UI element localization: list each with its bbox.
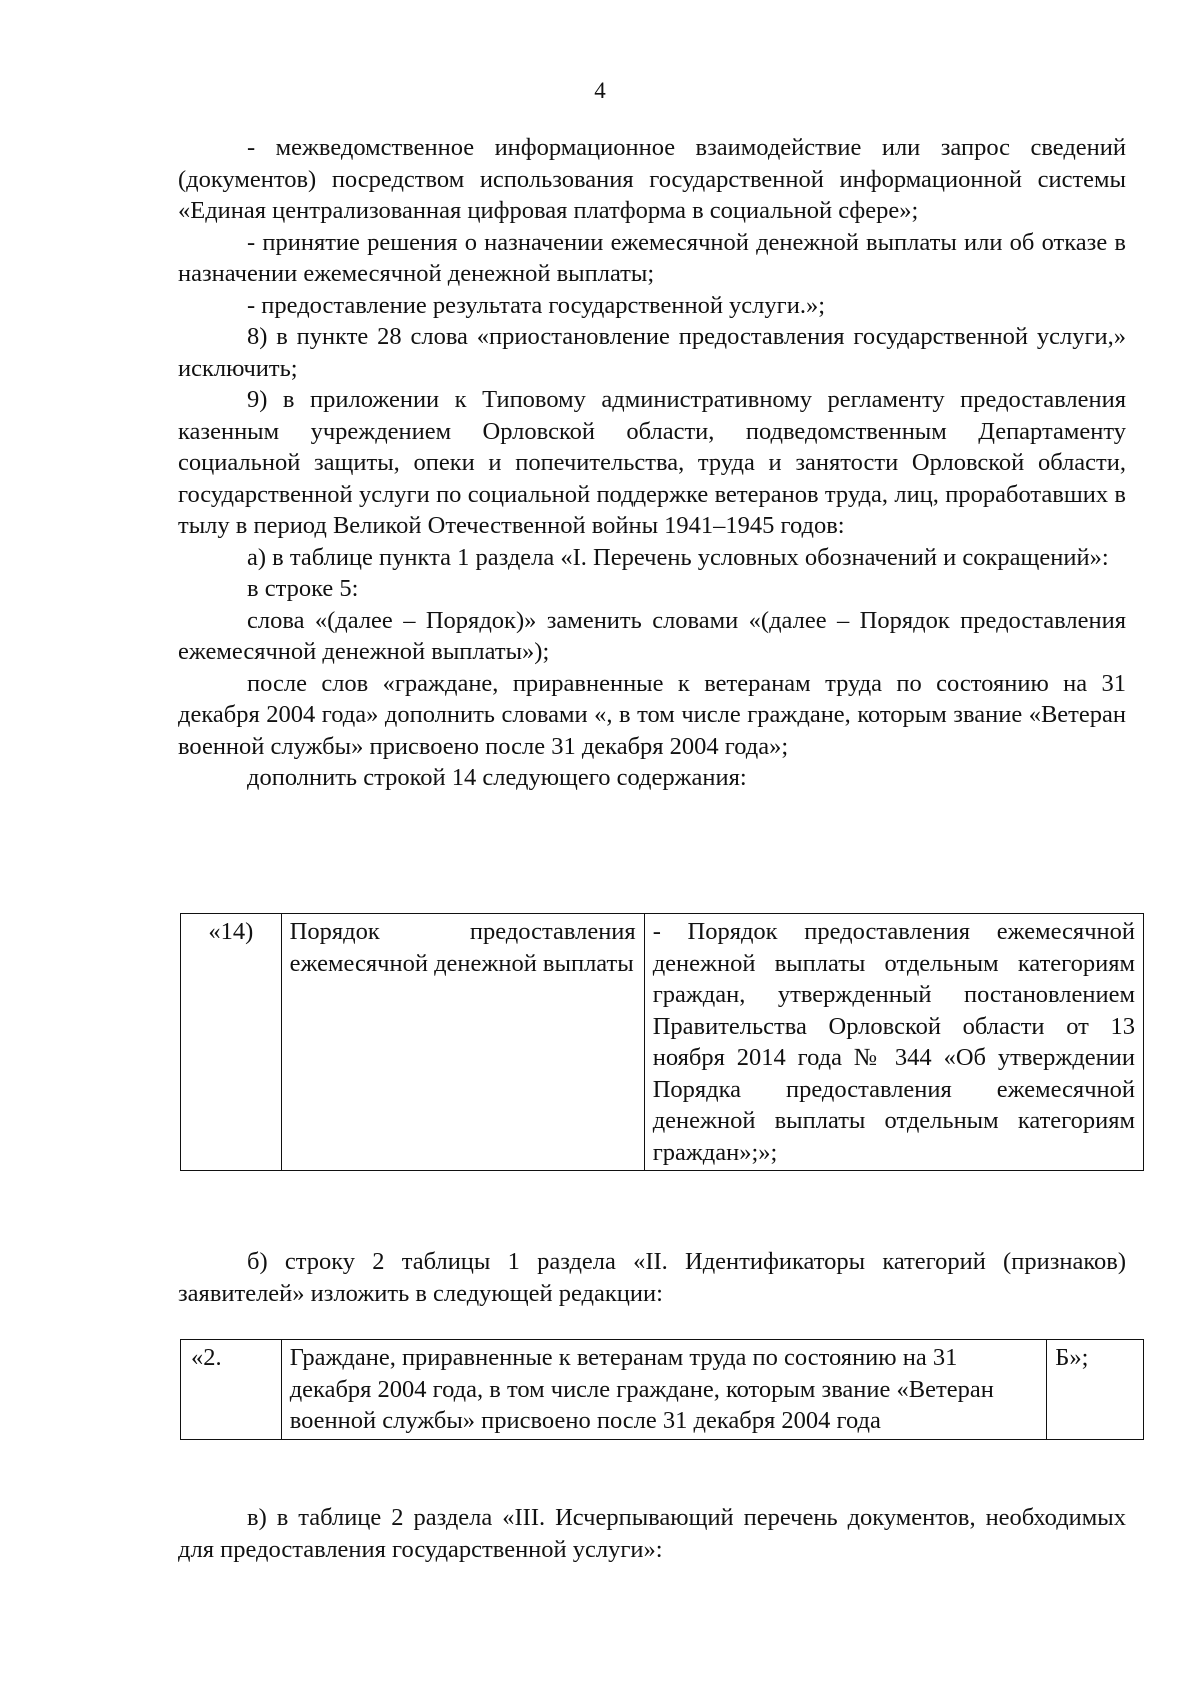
definition-cell: - Порядок предоставления ежемесячной денежной выплаты отдельным категориям граждан, утвержденный постановлением Правительства Орловской области от 13 ноября 2014 года № 344 «Об утверждении Порядка предоставления ежемесячной денежной выплаты отдельным категориям граждан»;»; [644, 914, 1143, 1171]
paragraph: 8) в пункте 28 слова «приостановление предоставления государственной услуги,» исключить; [178, 323, 1126, 382]
text-block-3 [178, 1502, 1126, 1565]
paragraph: 9) в приложении к Типовому административному регламенту предоставления казенным учреждением Орловской области, подведомственным Департаменту социальной защиты, опеки и попечительства, труда и занятости Орловской области, государственной услуги по социальной поддержке ветеранов труда, лиц, проработавших в тылу в период Великой Отечественной войны 1941–1945 годов: [178, 386, 1126, 539]
text-block-1 [178, 132, 1126, 794]
table-row [181, 914, 1144, 1171]
paragraph: в) в таблице 2 раздела «III. Исчерпывающий перечень документов, необходимых для предоставления государственной услуги»: [178, 1504, 1126, 1563]
paragraph: а) в таблице пункта 1 раздела «I. Перечень условных обозначений и сокращений»: [247, 543, 1109, 571]
row-number-cell: «14) [181, 914, 282, 1171]
definitions-table [180, 913, 1144, 1171]
text-block-2 [178, 1246, 1126, 1309]
applicant-categories-table [180, 1339, 1144, 1440]
category-description-cell: Граждане, приравненные к ветеранам труда по состоянию на 31 декабря 2004 года, в том числе граждане, которым звание «Ветеран военной службы» присвоено после 31 декабря 2004 года [281, 1340, 1047, 1440]
paragraph: б) строку 2 таблицы 1 раздела «II. Идентификаторы категорий (признаков) заявителей» изложить в следующей редакции: [178, 1248, 1126, 1307]
paragraph: - межведомственное информационное взаимодействие или запрос сведений (документов) посредством использования государственной информационной системы «Единая централизованная цифровая платформа в социальной сфере»; [178, 134, 1126, 224]
paragraph: - предоставление результата государственной услуги.»; [247, 291, 825, 319]
table-row [181, 1340, 1144, 1440]
row-number-cell: «2. [181, 1340, 282, 1440]
paragraph: дополнить строкой 14 следующего содержания: [247, 764, 747, 791]
page-number: 4 [594, 78, 606, 103]
term-cell: Порядок предоставления ежемесячной денежной выплаты [281, 914, 644, 1171]
category-code-cell: Б»; [1047, 1340, 1144, 1440]
paragraph: в строке 5: [247, 575, 359, 602]
paragraph: после слов «граждане, приравненные к ветеранам труда по состоянию на 31 декабря 2004 года» дополнить словами «, в том числе граждане, которым звание «Ветеран военной службы» присвоено после 31 декабря 2004 года»; [178, 669, 1126, 760]
paragraph: слова «(далее – Порядок)» заменить словами «(далее – Порядок предоставления ежемесячной денежной выплаты»); [178, 606, 1126, 665]
paragraph: - принятие решения о назначении ежемесячной денежной выплаты или об отказе в назначении ежемесячной денежной выплаты; [178, 228, 1126, 287]
